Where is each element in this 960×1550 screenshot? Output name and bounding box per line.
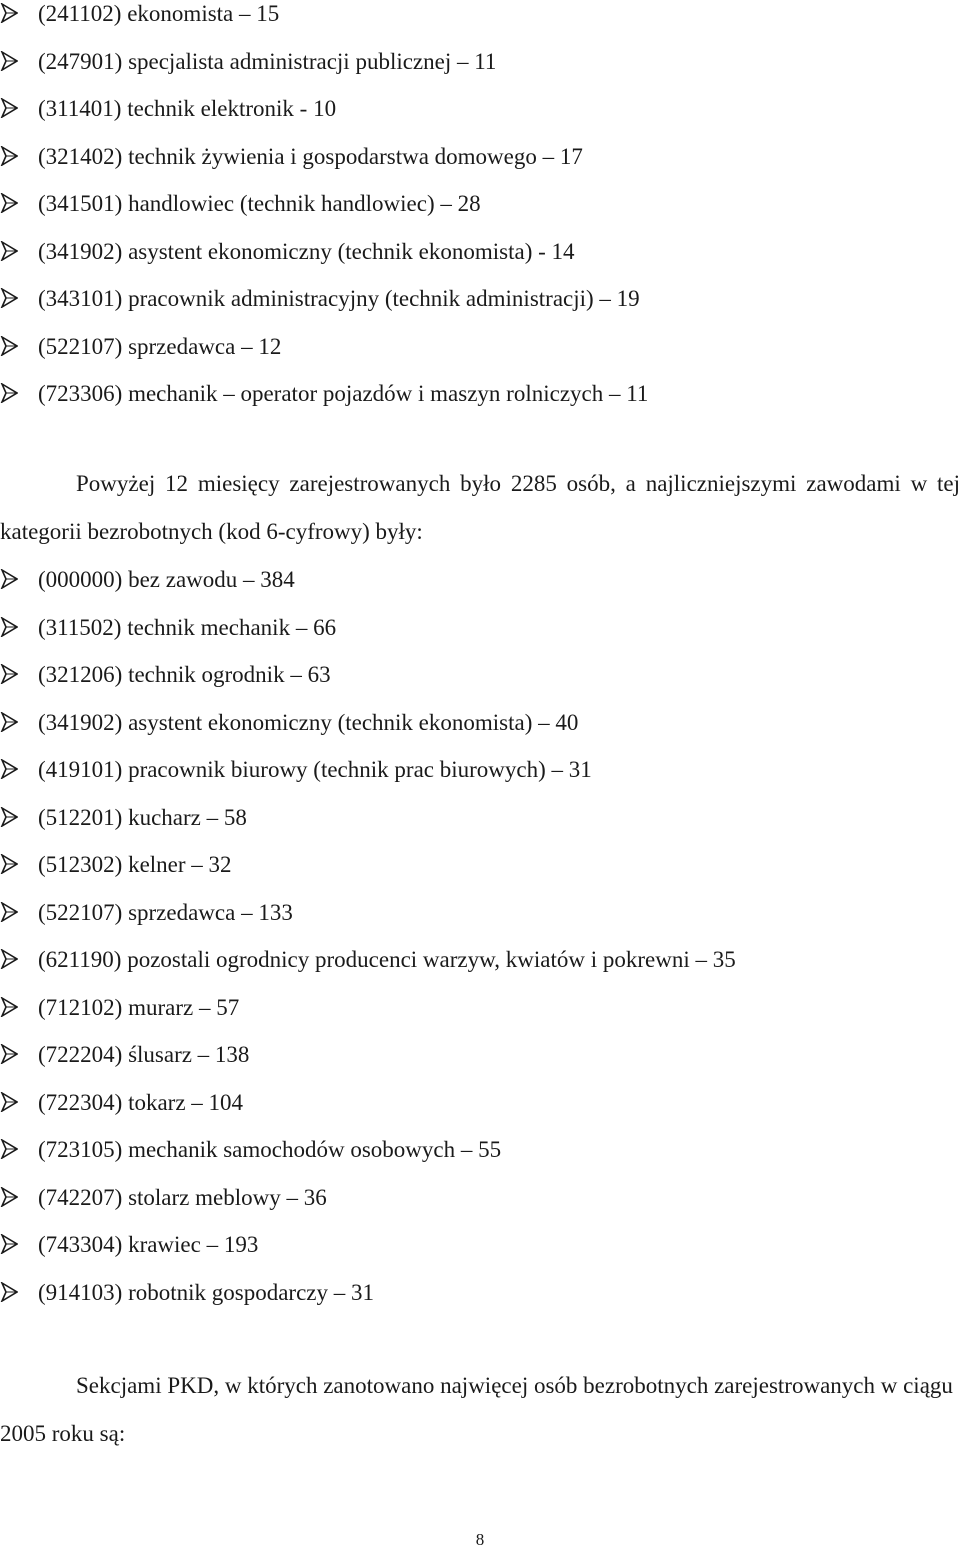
list-item-text: (343101) pracownik administracyjny (technik administracji) – 19: [38, 286, 640, 311]
list-item-text: (341902) asystent ekonomiczny (technik ekonomista) – 40: [38, 709, 579, 735]
arrowhead-bullet-icon: [0, 288, 18, 308]
long-term-unemployed-paragraph: [0, 460, 960, 555]
arrowhead-bullet-icon: [0, 1044, 18, 1064]
arrowhead-bullet-icon: [0, 854, 18, 874]
arrowhead-bullet-icon: [0, 902, 18, 922]
arrowhead-bullet-icon: [0, 98, 18, 118]
list-item-text: (311502) technik mechanik – 66: [38, 614, 337, 640]
arrowhead-bullet-icon: [0, 383, 18, 403]
list-item-text: (311401) technik elektronik - 10: [38, 96, 337, 121]
list-item-text: (723105) mechanik samochodów osobowych – 55: [38, 1137, 502, 1162]
list-item-text: (723306) mechanik – operator pojazdów i maszyn rolniczych – 11: [38, 381, 649, 406]
arrowhead-bullet-icon: [0, 241, 18, 261]
arrowhead-bullet-icon: [0, 949, 18, 969]
arrowhead-bullet-icon: [0, 3, 18, 23]
list-item-text: (341902) asystent ekonomiczny (technik ekonomista) - 14: [38, 238, 575, 264]
arrowhead-bullet-icon: [0, 193, 18, 213]
paragraph-text: Powyżej 12 miesięcy zarejestrowanych było 2285 osób, a najliczniejszymi zawodami w tej kategorii bezrobotnych (kod 6-cyfrowy) były:: [0, 471, 960, 544]
pkd-sections-paragraph: [0, 1362, 960, 1457]
arrowhead-bullet-icon: [0, 336, 18, 356]
list-item-text: (341501) handlowiec (technik handlowiec) – 28: [38, 191, 481, 216]
arrowhead-bullet-icon: [0, 146, 18, 166]
arrowhead-bullet-icon: [0, 1092, 18, 1112]
list-item-text: (522107) sprzedawca – 133: [38, 899, 293, 925]
arrowhead-bullet-icon: [0, 1234, 18, 1254]
arrowhead-bullet-icon: [0, 569, 18, 589]
list-item-text: (512302) kelner – 32: [38, 852, 232, 877]
paragraph-text: Sekcjami PKD, w których zanotowano najwięcej osób bezrobotnych zarejestrowanych w ciągu 2005 roku są:: [0, 1373, 953, 1446]
list-item-text: (722204) ślusarz – 138: [38, 1042, 250, 1067]
list-item-text: (722304) tokarz – 104: [38, 1089, 244, 1115]
arrowhead-bullet-icon: [0, 712, 18, 732]
list-item-text: (522107) sprzedawca – 12: [38, 333, 282, 359]
page-number: 8: [475, 1530, 485, 1549]
arrowhead-bullet-icon: [0, 759, 18, 779]
arrowhead-bullet-icon: [0, 997, 18, 1017]
arrowhead-bullet-icon: [0, 1282, 18, 1302]
arrowhead-bullet-icon: [0, 1187, 18, 1207]
arrowhead-bullet-icon: [0, 617, 18, 637]
arrowhead-bullet-icon: [0, 807, 18, 827]
list-item-text: (241102) ekonomista – 15: [38, 1, 280, 26]
list-item-text: (742207) stolarz meblowy – 36: [38, 1184, 327, 1210]
list-item-text: (419101) pracownik biurowy (technik prac biurowych) – 31: [38, 757, 592, 782]
arrowhead-bullet-icon: [0, 51, 18, 71]
list-item-text: (321206) technik ogrodnik – 63: [38, 662, 331, 687]
arrowhead-bullet-icon: [0, 664, 18, 684]
list-item-text: (000000) bez zawodu – 384: [38, 567, 295, 592]
list-item-text: (712102) murarz – 57: [38, 994, 240, 1020]
list-item-text: (621190) pozostali ogrodnicy producenci warzyw, kwiatów i pokrewni – 35: [38, 947, 736, 972]
list-item-text: (743304) krawiec – 193: [38, 1232, 259, 1257]
arrowhead-bullet-icon: [0, 1139, 18, 1159]
list-item-text: (247901) specjalista administracji publicznej – 11: [38, 48, 497, 74]
list-item-text: (914103) robotnik gospodarczy – 31: [38, 1279, 374, 1305]
list-item-text: (512201) kucharz – 58: [38, 804, 247, 830]
list-item-text: (321402) technik żywienia i gospodarstwa domowego – 17: [38, 143, 583, 169]
